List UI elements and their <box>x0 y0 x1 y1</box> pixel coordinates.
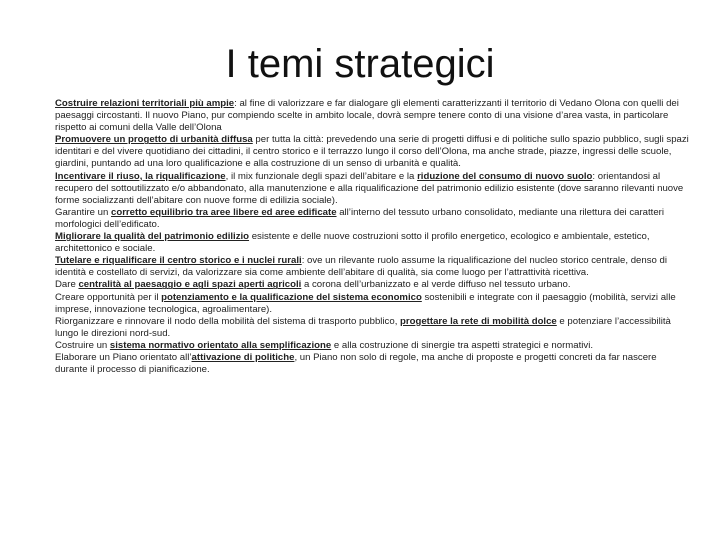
theme-text: , un Piano non solo di regole, ma anche di proposte e progetti concreti da far nascere durante il processo di pianificazione. <box>55 351 657 376</box>
theme-text: : orientandosi al recupero del sottoutilizzato e/o abbandonato, alla manutenzione e alla riqualificazione del patrimonio edilizio esistente (dove saranno rilevanti nuove forme socializzanti dell’abitare con nuove forme di edilizia sociale). <box>55 170 684 206</box>
theme-text: Elaborare un Piano orientato all’ <box>55 351 192 363</box>
theme-paragraph <box>55 231 691 255</box>
theme-text: per tutta la città: prevedendo una serie di progetti diffusi e di politiche sullo spazio pubblico, sugli spazi identitari e del vivere quotidiano dei cittadini, il centro storico e il terrazzo lungo il corso dell’Olona, ma anche strade, piazze, ingressi delle scuole, giardini, puntando ad una loro qualificazione e alla costruzione di un senso di urbanità e qualità. <box>55 134 689 170</box>
theme-paragraph <box>55 255 691 279</box>
theme-text: all’interno del tessuto urbano consolidato, mediante una rilettura dei caratteri morfologici dell’edificato. <box>55 206 664 230</box>
theme-paragraph <box>55 134 691 170</box>
theme-highlight: Incentivare il riuso, la riqualificazione <box>55 170 226 182</box>
theme-paragraph <box>55 340 691 352</box>
theme-highlight: attivazione di politiche <box>191 351 295 363</box>
theme-text: : ove un rilevante ruolo assume la riqualificazione del nucleo storico centrale, denso di identità e costellato di servizi, da valorizzare sia come ambiente dell’abitare di qualità, sia come luogo per l’attrattività ricettiva. <box>55 255 667 279</box>
theme-highlight: Migliorare la qualità del patrimonio edilizio <box>55 231 250 243</box>
theme-highlight: corretto equilibrio tra aree libere ed aree edificate <box>111 206 337 218</box>
theme-paragraph <box>55 279 691 291</box>
theme-highlight: Costruire relazioni territoriali più ampie <box>55 98 235 109</box>
theme-highlight: Promuovere un progetto di urbanità diffusa <box>55 134 253 146</box>
theme-paragraph <box>55 98 691 134</box>
theme-paragraph <box>55 316 691 340</box>
theme-paragraph <box>55 352 691 376</box>
theme-paragraph <box>55 171 691 207</box>
theme-text: esistente e delle nuove costruzioni sotto il profilo energetico, ecologico e ambientale, estetico, architettonico e sociale. <box>55 231 650 255</box>
theme-text: sostenibili e integrate con il paesaggio (mobilità, servizi alle imprese, innovazione tecnologica, agroalimentare). <box>55 291 676 315</box>
theme-highlight: riduzione del consumo di nuovo suolo <box>417 170 593 182</box>
theme-highlight: centralità al paesaggio e agli spazi aperti agricoli <box>78 279 302 291</box>
theme-highlight: progettare la rete di mobilità dolce <box>400 315 557 327</box>
theme-highlight: sistema normativo orientato alla semplificazione <box>109 339 332 351</box>
theme-text: Riorganizzare e rinnovare il nodo della mobilità del sistema di trasporto pubblico, <box>55 315 401 327</box>
theme-highlight: Tutelare e riqualificare il centro storico e i nuclei rurali <box>55 255 302 267</box>
theme-text: Creare opportunità per il <box>55 291 162 303</box>
theme-highlight: potenziamento e la qualificazione del sistema economico <box>161 291 422 303</box>
theme-text: Garantire un <box>55 206 111 218</box>
theme-text: Dare <box>55 279 79 291</box>
theme-text: e alla costruzione di sinergie tra aspetti strategici e normativi. <box>331 339 594 351</box>
slide-title: I temi strategici <box>225 42 495 86</box>
theme-text: a corona dell’urbanizzato e al verde diffuso nel tessuto urbano. <box>301 279 571 291</box>
theme-paragraph <box>55 292 691 316</box>
theme-text: e potenziare l’accessibilità lungo le direzioni nord-sud. <box>55 315 671 339</box>
theme-paragraph <box>55 207 691 231</box>
strategic-themes-list <box>55 98 691 376</box>
theme-text: : al fine di valorizzare e far dialogare gli elementi caratterizzanti il territorio di Vedano Olona con quelli dei paesaggi circostanti. Il nuovo Piano, pur compiendo scelte in ambito locale, dovrà sempre tenere conto di una visione d’area vasta, in particolare rispetto ai comuni della Valle dell’Olona <box>55 98 679 134</box>
theme-text: Costruire un <box>55 339 110 351</box>
theme-text: , il mix funzionale degli spazi dell’abitare e la <box>225 170 418 182</box>
